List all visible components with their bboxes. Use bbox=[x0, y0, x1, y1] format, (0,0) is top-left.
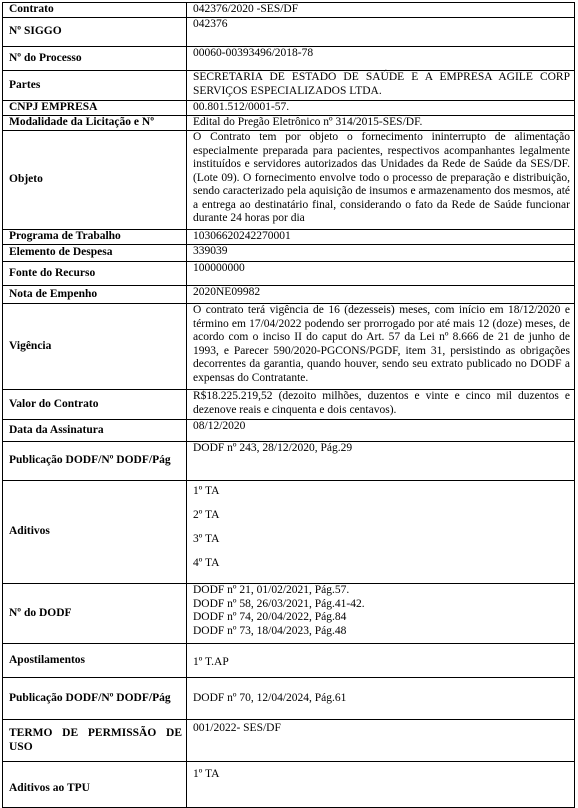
value-programa: 10306620242270001 bbox=[187, 230, 575, 245]
aditivo-item: 4º TA bbox=[193, 557, 220, 569]
label-contrato: Contrato bbox=[3, 3, 187, 18]
dodf-item: DODF nº 74, 20/04/2022, Pág.84 bbox=[193, 611, 347, 623]
row-termo bbox=[3, 720, 575, 762]
label-vigencia: Vigência bbox=[3, 304, 187, 390]
row-valor bbox=[3, 390, 575, 420]
value-termo: 001/2022- SES/DF bbox=[187, 720, 575, 762]
value-modalidade: Edital do Pregão Eletrônico nº 314/2015-SES/DF. bbox=[187, 116, 575, 131]
value-apostilamentos: 1º T.AP bbox=[187, 644, 575, 678]
label-assinatura: Data da Assinatura bbox=[3, 420, 187, 442]
row-aditivos bbox=[3, 481, 575, 584]
label-aditivos: Aditivos bbox=[3, 481, 187, 584]
row-publicacao2 bbox=[3, 678, 575, 720]
row-aditivos-tpu bbox=[3, 762, 575, 808]
label-dodf: Nº do DODF bbox=[3, 584, 187, 644]
label-elemento: Elemento de Despesa bbox=[3, 245, 187, 262]
label-siggo: Nº SIGGO bbox=[3, 18, 187, 47]
label-cnpj: CNPJ EMPRESA bbox=[3, 101, 187, 116]
row-modalidade bbox=[3, 116, 575, 131]
value-cnpj: 00.801.512/0001-57. bbox=[187, 101, 575, 116]
row-elemento bbox=[3, 245, 575, 262]
value-fonte: 100000000 bbox=[187, 262, 575, 286]
row-fonte bbox=[3, 262, 575, 286]
aditivo-item: 3º TA bbox=[193, 533, 220, 545]
row-partes bbox=[3, 71, 575, 101]
row-processo bbox=[3, 47, 575, 71]
label-publicacao1: Publicação DODF/Nº DODF/Pág bbox=[3, 442, 187, 481]
value-vigencia: O contrato terá vigência de 16 (dezesseis) meses, com início em 18/12/2020 e término em 17/04/2022 podendo ser prorrogado por até mais 12 (doze) meses, de acordo com o inciso II do caput do Art. 57 da Lei nº 8.666 de 21 de junho de 1993, e Parecer 590/2020-PGCONS/PGDF, item 31, persistindo as obrigações decorrentes da garantia, quando houver, sendo seu extrato publicado no DODF a expensas do Contratante. bbox=[187, 304, 575, 390]
dodf-item: DODF nº 21, 01/02/2021, Pág.57. bbox=[193, 584, 350, 596]
label-publicacao2: Publicação DODF/Nº DODF/Pág bbox=[3, 678, 187, 720]
aditivo-item: 1º TA bbox=[193, 485, 220, 497]
row-objeto bbox=[3, 131, 575, 230]
row-empenho bbox=[3, 286, 575, 304]
label-modalidade: Modalidade da Licitação e Nº bbox=[3, 116, 187, 131]
label-programa: Programa de Trabalho bbox=[3, 230, 187, 245]
label-partes: Partes bbox=[3, 71, 187, 101]
value-processo: 00060-00393496/2018-78 bbox=[187, 47, 575, 71]
value-publicacao2: DODF nº 70, 12/04/2024, Pág.61 bbox=[187, 678, 575, 720]
label-termo: TERMO DE PERMISSÃO DE USO bbox=[3, 720, 187, 762]
label-processo: Nº do Processo bbox=[3, 47, 187, 71]
row-contrato bbox=[3, 3, 575, 18]
label-aditivos-tpu: Aditivos ao TPU bbox=[3, 762, 187, 808]
value-assinatura: 08/12/2020 bbox=[187, 420, 575, 442]
aditivo-item: 2º TA bbox=[193, 509, 220, 521]
row-apostilamentos bbox=[3, 644, 575, 678]
value-elemento: 339039 bbox=[187, 245, 575, 262]
contract-summary-table bbox=[2, 2, 575, 808]
dodf-item: DODF nº 58, 26/03/2021, Pág.41-42. bbox=[193, 597, 365, 610]
label-apostilamentos: Apostilamentos bbox=[3, 644, 187, 678]
value-objeto: O Contrato tem por objeto o fornecimento ininterrupto de alimentação especialmente preparada para pacientes, respectivos acompanhantes legalmente instituídos e servidores autorizados das Unidades da Rede de Saúde da SES/DF. (Lote 09). O fornecimento envolve todo o processo de preparação e distribuição, sendo caracterizado pela aquisição de insumos e armazenamento dos mesmos, até a entrega ao destinatário final, considerando o fato da Rede de Saúde funcionar durante 24 horas por dia bbox=[187, 131, 575, 230]
value-siggo: 042376 bbox=[187, 18, 575, 47]
value-empenho: 2020NE09982 bbox=[187, 286, 575, 304]
row-publicacao1 bbox=[3, 442, 575, 481]
label-fonte: Fonte do Recurso bbox=[3, 262, 187, 286]
label-valor: Valor do Contrato bbox=[3, 390, 187, 420]
value-valor: R$18.225.219,52 (dezoito milhões, duzentos e vinte e cinco mil duzentos e dezenove reais e cinquenta e dois centavos). bbox=[187, 390, 575, 420]
value-partes: SECRETARIA DE ESTADO DE SAÚDE E A EMPRESA AGILE CORP SERVIÇOS ESPECIALIZADOS LTDA. bbox=[187, 71, 575, 101]
row-programa bbox=[3, 230, 575, 245]
row-vigencia bbox=[3, 304, 575, 390]
value-dodf bbox=[187, 584, 575, 644]
row-cnpj bbox=[3, 101, 575, 116]
row-siggo bbox=[3, 18, 575, 47]
label-objeto: Objeto bbox=[3, 131, 187, 230]
label-empenho: Nota de Empenho bbox=[3, 286, 187, 304]
row-dodf bbox=[3, 584, 575, 644]
row-assinatura bbox=[3, 420, 575, 442]
value-contrato: 042376/2020 -SES/DF bbox=[187, 3, 575, 18]
value-aditivos-tpu: 1º TA bbox=[187, 762, 575, 808]
dodf-item: DODF nº 73, 18/04/2023, Pág.48 bbox=[193, 624, 347, 637]
value-aditivos bbox=[187, 481, 575, 584]
value-publicacao1: DODF nº 243, 28/12/2020, Pág.29 bbox=[187, 442, 575, 481]
